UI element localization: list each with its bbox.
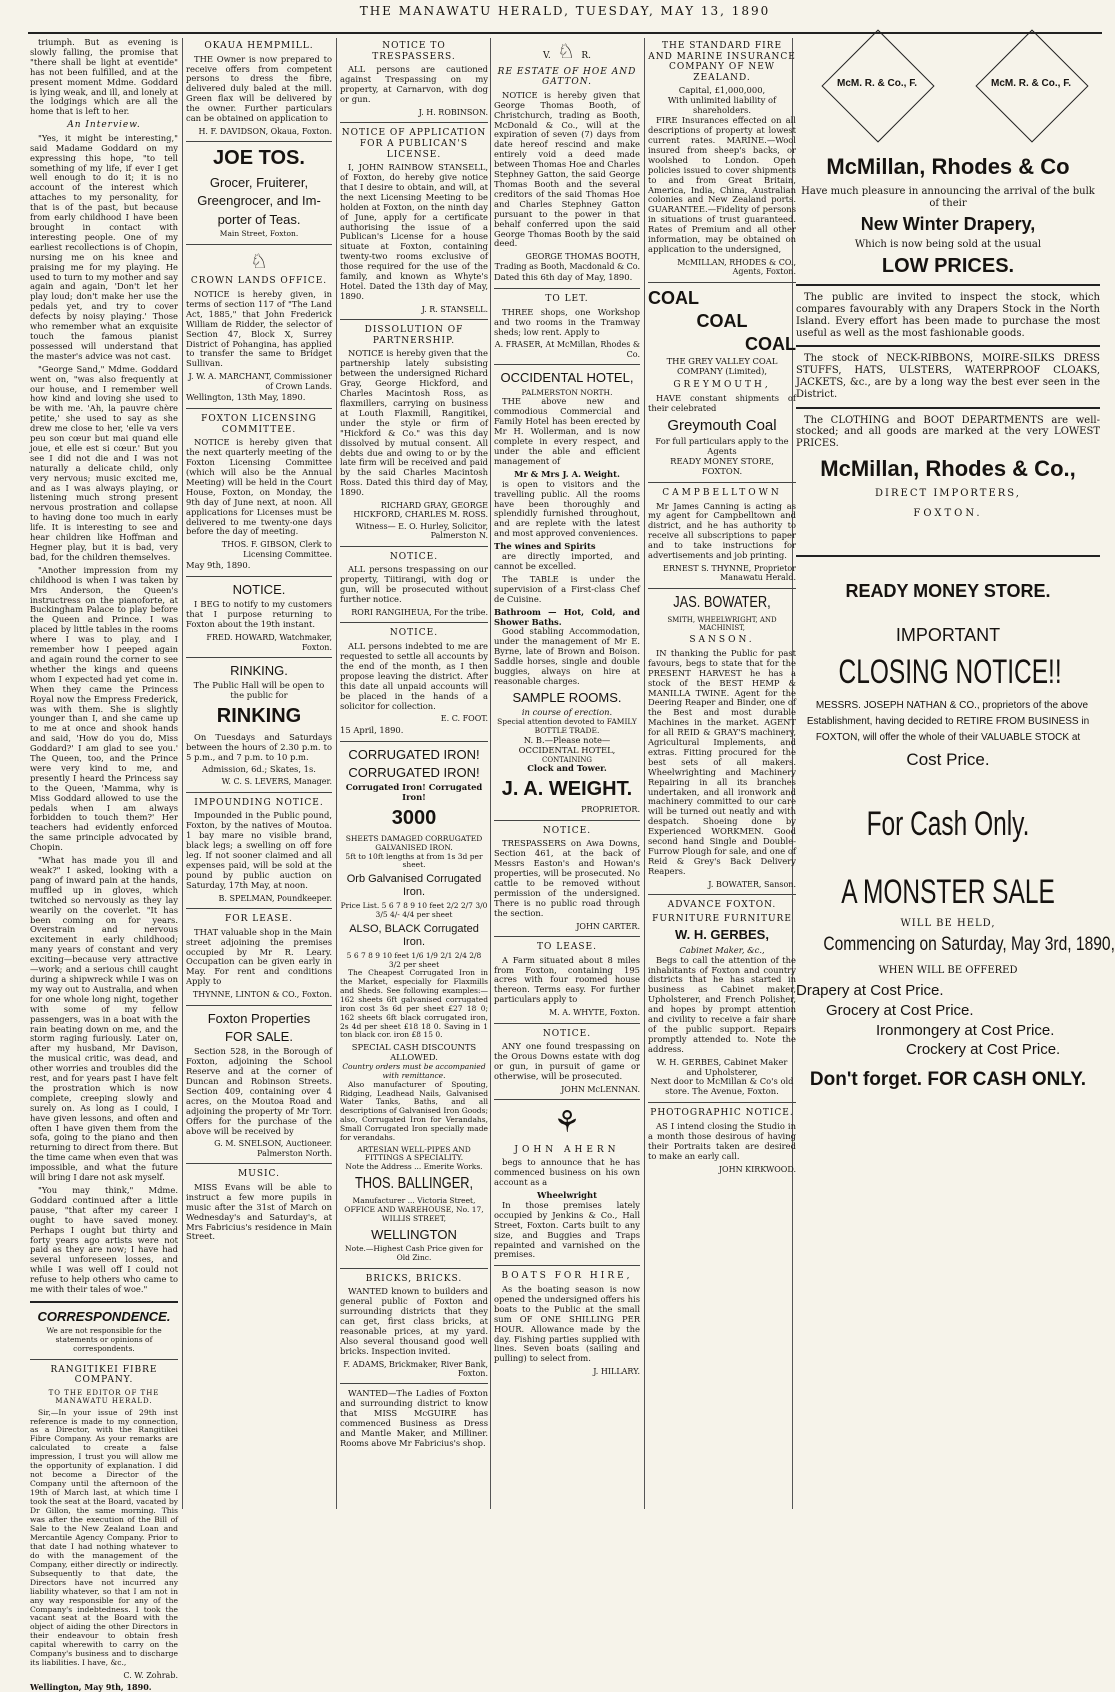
ad-heading-large: For Cash Only.	[866, 805, 1030, 844]
ad-heading: Don't forget. FOR CASH ONLY.	[809, 1069, 1087, 1091]
masthead	[28, 4, 1102, 30]
ad-heading: FURNITURE FURNITURE	[652, 913, 792, 924]
divider	[796, 284, 1100, 286]
ad-signature: J. H. ROBINSON.	[418, 107, 488, 117]
ad-heading: IMPOUNDING NOTICE.	[194, 797, 324, 808]
ad-heading: CROWN LANDS OFFICE.	[190, 276, 328, 287]
ad-body: MISS Evans will be able to instruct a few more pupils in music after the 31st of March on Wednesday's and Saturday's, at Mrs Fabricius's residence in Main Street.	[186, 1181, 332, 1242]
ad-heading: NOTICE.	[542, 1028, 592, 1039]
ad-body: Also manufacturer of Spouting, Ridging, Leadhead Nails, Galvanised Water Tanks, Baths, and all descriptions of Galvanised Iron Goods; also, Corrugated Iron for Verandahs, Small Corrugated Iron specially made for verandahs.	[340, 1079, 488, 1142]
ad-signature: H. F. DAVIDSON, Okaua, Foxton.	[198, 126, 332, 136]
ad-body: I BEG to notify to my customers that I purpose returning to Foxton about the 19th instant.	[186, 599, 332, 630]
ad-body: NOTICE is hereby given that the partnership lately subsisting between the undersigned Richard Gray, George Hickford, and Charles Macintosh Ross, as flaxmillers, carrying on business at Louth Flaxmill, Rangitikei, under the style or firm of "Hickford & Co." was this day dissolved by mutual consent. All debts due and owing to or by the late firm will be received and paid by the said Charles Macintosh Ross. Dated this third day of May, 1890.	[340, 348, 488, 498]
divider	[494, 1023, 640, 1024]
ad-heading-large: COAL	[745, 334, 796, 355]
ad-signature: JOHN CARTER.	[576, 921, 640, 931]
column-1	[30, 37, 178, 1692]
ad-line: FOXTON.	[913, 507, 983, 519]
ad-line: Note the Address ... Emerite Works.	[345, 1162, 483, 1172]
divider	[186, 1005, 332, 1006]
divider	[340, 122, 488, 123]
ad-body: The Cheapest Corrugated Iron in the Market, especially for Flaxmills and Sheds. See following examples:— 162 sheets 6ft galvanised corrugated iron cost 3s 6d per sheet £27 18 0; 162 sheets 6ft black corrugated iron, 2s 4d per sheet £18 18 0. Saving in 1 ton black cor. iron £8 15 0.	[340, 968, 488, 1040]
ad-heading-large: COAL	[696, 310, 748, 331]
ad-heading: TO LET.	[545, 294, 589, 305]
crest-icon: ♘	[557, 39, 576, 63]
ad-body: I, JOHN RAINBOW STANSELL, of Foxton, do hereby give notice that I desire to obtain, and will, at the next Licensing Meeting to be holden at Foxton, on the ninth day of June, apply for a certificate authorising the issue of a Publican's License for a house situate at Foxton, containing twenty-two rooms exclusive of those required for the use of the family, and known as Whyte's Hotel. Dated the 13th day of May, 1890.	[340, 162, 488, 301]
ad-signature: THYNNE, LINTON & CO., Foxton.	[192, 990, 332, 1000]
ad-heading: NOTICE TO TRESPASSERS.	[372, 41, 456, 62]
ad-heading: NOTICE.	[232, 582, 286, 598]
ad-body: Good stabling Accommodation, under the management of Mr E. Byrne, late of Brown and Boison. Saddle horses, single and double buggies, always on hire at reasonable charges.	[494, 626, 640, 686]
ad-signature: J. W. A. MARCHANT, Commissioner of Crown Lands.	[188, 372, 332, 391]
ad-witness: Witness— E. O. Hurley, Solicitor, Palmerston N.	[355, 521, 488, 541]
ad-heading: RE ESTATE OF HOE AND GATTON.	[497, 66, 637, 88]
divider	[796, 555, 1100, 557]
column-3	[340, 38, 488, 1509]
ad-line: Wheelwright	[537, 1190, 597, 1201]
divider	[796, 345, 1100, 347]
carriage-icon: ⚘	[553, 1105, 581, 1141]
ad-signature: W. H. GERBES, Cabinet Maker and Upholsterer,	[656, 1056, 788, 1077]
ad-signature: JOHN KIRKWOOD.	[718, 1164, 796, 1174]
ad-heading: MUSIC.	[238, 1169, 280, 1180]
divider	[340, 546, 488, 547]
diamond-logo-label: McM. R. & Co., F.	[837, 78, 917, 89]
ad-line: in course of erection.	[521, 707, 613, 718]
ad-line: ARTESIAN WELL-PIPES AND FITTINGS A SPECIALITY.	[357, 1144, 471, 1163]
divider	[340, 1383, 488, 1384]
ad-heading: IMPORTANT	[895, 624, 1001, 645]
ad-body: A Farm situated about 8 miles from Foxton, containing 195 acres with four roomed house thereon. Terms easy. For further particulars apply to	[494, 954, 640, 1005]
ad-signature: GEORGE THOMAS BOOTH, Trading as Booth, Macdonald & Co.	[494, 252, 640, 271]
disclaimer: We are not responsible for the statements or opinions of correspondents.	[46, 1326, 162, 1353]
ad-line: The Public Hall will be open to the public for	[193, 680, 325, 701]
ad-body: THE Owner is now prepared to receive offers from competent persons to dress the fibre, delivered duly baled at the mill. Green flax will be delivered by the owner. Further particulars can be obtained on application to	[186, 53, 332, 124]
ad-body: NOTICE is hereby given that George Thomas Booth, of Christchurch, trading as Booth, McDonald & Co., will at the expiration of seven (7) days from date hereof rescind and make entirely void a deed made between Thomas Hoe and Charles Stephney Gatton, the said George Thomas Booth and the several creditors of the said Thomas Hoe and Charles Stephney Gatton pursuant to the power in that behalf conferred upon the said George Thomas Booth by the said deed.	[494, 89, 640, 249]
divider	[186, 576, 332, 577]
crest-letter-v: V.	[542, 51, 551, 61]
ad-heading-large: CLOSING NOTICE!!	[838, 652, 1062, 691]
ad-heading: New Winter Drapery,	[860, 213, 1036, 234]
letter-heading: RANGITIKEI FIBRE COMPANY.	[50, 1364, 158, 1386]
ad-signature: RICHARD GRAY, GEORGE HICKFORD, CHARLES M. ROSS.	[353, 501, 488, 520]
ad-signature: JOHN McLENNAN.	[561, 1084, 640, 1094]
divider	[340, 622, 488, 623]
ad-line: THE GREY VALLEY COAL COMPANY (Limited),	[666, 356, 778, 377]
ad-body: Section 528, in the Borough of Foxton, adjoining the School Reserve and at the corner of Duncan and Robinson Streets. Section 409, containing over 4 acres, on the Moutoa Road and adjoining the property of Mr Torr. Offers for the purchase of the above will be received by	[186, 1046, 332, 1136]
ad-body: FIRE Insurances effected on all descriptions of property at lowest current rates. MARINE.—Wool insured from sheep's backs, or woolshed to London. Open policies issued to cover shipments to and from Great Britain, America, India, China, Australian colonies and New Zealand ports. GUARANTEE.—Fidelity of persons in situations of trust guaranteed. Rates of Premium and all other information, may be obtained on application to the undersigned,	[648, 115, 796, 254]
ad-body: WANTED—The Ladies of Foxton and surrounding district to know that MISS McGUIRE has commenced Business as Dress and Mantle Maker, and Milliner. Rooms above Mr Fabricius's shop.	[340, 1388, 488, 1448]
letter-address: TO THE EDITOR OF THE MANAWATU HERALD.	[48, 1389, 160, 1406]
divider	[30, 1359, 178, 1360]
ad-line: The wines and Spirits	[494, 541, 596, 552]
divider	[186, 408, 332, 409]
divider	[494, 288, 640, 289]
ad-heading: LOW PRICES.	[881, 254, 1015, 277]
sale-line: Crockery at Cost Price.	[906, 1041, 1061, 1059]
ad-heading: CAMPBELLTOWN	[662, 487, 782, 498]
royal-crest-icon: ♘	[250, 248, 268, 273]
ad-signature: THOS. F. GIBSON, Clerk to Licensing Committee.	[221, 540, 332, 559]
ad-body: THAT valuable shop in the Main street adjoining the premises occupied by Mr R. Leary. Occupation can be given early in May. For rent and conditions Apply to	[186, 926, 332, 987]
article-subhead: An Interview.	[67, 120, 141, 131]
ad-heading: TO LEASE.	[537, 942, 597, 953]
masthead-title: THE MANAWATU HERALD, TUESDAY, MAY 13, 1890	[359, 4, 771, 18]
ad-line: With unlimited liability of shareholders.	[667, 95, 777, 116]
column-divider	[644, 38, 645, 1509]
ad-signature: J. BOWATER, Sanson.	[708, 879, 796, 889]
divider	[648, 894, 796, 895]
ad-heading-large: THOS. BALLINGER,	[354, 1175, 474, 1193]
ad-heading-large: COAL	[648, 287, 699, 308]
ad-line: Clock and Tower.	[527, 762, 607, 773]
ad-title: McMillan, Rhodes & Co	[826, 154, 1070, 179]
royal-crest	[494, 40, 640, 64]
column-4	[494, 38, 640, 1509]
divider	[648, 282, 796, 283]
letter-signature: C. W. Zohrab.	[123, 1671, 178, 1681]
ad-heading: PHOTOGRAPHIC NOTICE.	[650, 1108, 794, 1119]
ad-date: Dated this 6th day of May, 1890.	[494, 272, 633, 283]
letter-date: Wellington, May 9th, 1890.	[30, 1681, 152, 1692]
price-list: Price List. 5 6 7 8 9 10 feet 2/2 2/7 3/0 3/5 4/- 4/4 per sheet	[340, 901, 488, 919]
ad-body: begs to announce that he has commenced business on his own account as a	[494, 1157, 640, 1188]
sale-line: Grocery at Cost Price.	[826, 1002, 974, 1020]
ad-heading: OCCIDENTAL HOTEL,	[500, 370, 634, 386]
ad-body: On Tuesdays and Saturdays between the hours of 2.30 p.m. to 5 p.m., and 7 p.m. to 10 p.m.	[186, 731, 332, 762]
ad-heading: NOTICE.	[542, 825, 592, 836]
ad-heading: THE STANDARD FIRE AND MARINE INSURANCE COMPANY OF NEW ZEALAND.	[648, 41, 796, 83]
ad-heading: Cost Price.	[906, 750, 990, 770]
ad-body: The TABLE is under the supervision of a First-class Chef de Cuisine.	[494, 573, 640, 604]
ad-body: THREE shops, one Workshop and two rooms in the Tramway sheds; low rent. Apply to	[494, 306, 640, 337]
ad-body: In those premises lately occupied by Jenkins & Co., Hall Street, Foxton. Carts built to any size, and Buggies and Traps repainted and varnished on the premises.	[494, 1199, 640, 1260]
ad-line: SHEETS DAMAGED CORRUGATED GALVANISED IRON.	[345, 833, 483, 852]
diamond-logo-label: McM. R. & Co., F.	[991, 78, 1071, 89]
sale-line: Ironmongery at Cost Price.	[876, 1021, 1055, 1039]
ad-line: Capital, £1,000,000,	[678, 85, 766, 96]
ad-body: NOTICE is hereby given, in terms of section 117 of "The Land Act, 1885," that John Frederick William de Ridder, the selector of Section 47, Block X, Surrey District of Pohangina, has applied to transfer the same to Bridget Sullivan.	[186, 289, 332, 369]
ad-signature: M. A. WHYTE, Foxton.	[548, 1008, 640, 1018]
price-list: 5 6 7 8 9 10 feet 1/6 1/9 2/1 2/4 2/8 3/2 per sheet	[346, 950, 482, 969]
ad-line: DIRECT IMPORTERS,	[875, 487, 1021, 499]
ad-signature: G. M. SNELSON, Auctioneer. Palmerston North.	[214, 1139, 332, 1158]
ad-number: 3000	[391, 807, 437, 830]
ad-line: READY MONEY STORE,	[670, 456, 774, 467]
ad-heading: Foxton Properties	[207, 1010, 311, 1026]
ad-body: ANY one found trespassing on the Orous Downs estate with dog or gun, in pursuit of game or otherwise, will be prosecuted.	[494, 1041, 640, 1081]
ad-date: Wellington, 13th May, 1890.	[186, 392, 306, 403]
ad-line: N. B.—Please note—	[523, 734, 611, 745]
ad-line: Manufacturer ... Victoria Street, OFFICE AND WAREHOUSE, No. 17, WILLIS STREET,	[344, 1196, 484, 1223]
ad-subheading: ALSO, BLACK Corrugated Iron.	[349, 922, 479, 948]
ad-heading: CORRUGATED IRON!	[348, 765, 480, 781]
ad-body: WANTED known to builders and general public of Foxton and surrounding districts that they can get, first class bricks, at reasonable prices, at my yard. Also several thousand good well bricks. Inspection invited.	[340, 1286, 488, 1356]
ad-date: May 9th, 1890.	[186, 560, 251, 571]
article-paragraph: "Another impression from my childhood is when I was taken by Mrs Anderson, the Queen's instructress on the pianoforte, at Buckingham Palace to play before the Queen and Prince. I was placed by little tables in the rooms where I was to play, and I remember how I peeped again and again round the corner to see whether the kings and queens whom I expected had yet come in. When they came the Princess Royal now the Empress Frederick, was with them. She is slightly younger than I, and she came up to me at once and shook hands and said, 'How do you do, Miss Goddard?' I am glad to see you.' The Queen, too, and the Prince were very kind to me, and presently I heard the Princess say to the Queen, 'Mamma, why is Miss Goddard allowed to use the pedals when I am always forbidden to touch them?' Her teachers had evidently enforced the same principle advocated by Chopin.	[30, 564, 178, 853]
ad-body: are directly imported, and cannot be excelled.	[494, 551, 640, 571]
ad-heading: NOTICE.	[389, 551, 439, 562]
ad-subheading: SAMPLE ROOMS.	[512, 689, 622, 705]
section-heading: CORRESPONDENCE.	[37, 1308, 171, 1324]
ad-line: Cabinet Maker, &c.,	[679, 944, 765, 955]
ad-line: SMITH, WHEELWRIGHT, AND MACHINIST,	[667, 615, 777, 633]
ad-line: FOXTON.	[701, 466, 743, 477]
ad-body: IN thanking the Public for past favours, begs to state that for the PRESENT HARVEST he has a stock of the BEST HEMP & MANILLA TWINE. Agent for the Deering Reaper and Binder, one of the Best and most durable Machines in the market. AGENT for all REID & GRAY'S machinery, Agricultural Implements, and extras. Fitting procured for the best sets of all makers. Wheelwrighting and Machinery Repairing in all its branches undertaken, and all ironwork and machinery committed to our care will be turned out neatly and with despatch. Shoeing done by Experienced WORKMEN. Good second hand Single and Double-Furrow Plough for sale, and one of Reid & Grey's Back Delivery Reapers.	[648, 647, 796, 876]
ad-heading: ADVANCE FOXTON.	[667, 900, 777, 911]
ad-body: THE above new and commodious Commercial and Family Hotel has been erected by Mr H. Wollerman, and is now complete in every respect, and under the able and efficient management of	[494, 396, 640, 466]
divider	[30, 1301, 178, 1303]
divider	[648, 1102, 796, 1103]
ad-body: The CLOTHING and BOOT DEPARTMENTS are well-stocked; and all goods are marked at the very LOWEST PRICES.	[796, 414, 1100, 450]
ad-subheading: Corrugated Iron! Corrugated Iron!	[345, 782, 483, 803]
ad-title: McMillan, Rhodes & Co.,	[820, 455, 1076, 481]
ad-signature: B. SPELMAN, Poundkeeper.	[218, 893, 332, 903]
divider	[648, 588, 796, 589]
column-6	[796, 38, 1115, 1509]
ad-heading: FOXTON LICENSING COMMITTEE.	[201, 414, 317, 435]
ad-heading-large: RINKING	[216, 705, 302, 728]
ad-line: GREYMOUTH,	[673, 380, 771, 391]
ad-heading: READY MONEY STORE.	[845, 581, 1051, 602]
divider	[186, 141, 332, 142]
ad-body: NOTICE is hereby given that the next quarterly meeting of the Foxton Licensing Committee (which will also be the Annual Meeting) will be held in the Court House, Foxton, on Monday, the 9th day of June next, at noon. All applications for Licenses must be delivered to me twenty-one days before the day of meeting.	[186, 437, 332, 537]
ad-heading-large: JAS. BOWATER,	[673, 593, 771, 611]
ad-signature: RORI RANGIHEUA, For the tribe.	[351, 608, 488, 618]
divider	[340, 1268, 488, 1269]
ad-line: OCCIDENTAL HOTEL,	[518, 744, 616, 755]
divider	[186, 657, 332, 658]
ad-line: WILL BE HELD,	[900, 918, 996, 930]
diamond-logos	[796, 38, 1100, 148]
divider	[186, 1163, 332, 1164]
article-paragraph: "You may think," Mdme. Goddard continued after a little pause, "that after my career I ought to have saved money. Perhaps I ought but thirty and forty years ago artists were not paid as they are now; I have had several unforeseen losses, and while I was well off I could not refuse to help others who came to me with their tales of woe."	[30, 1185, 178, 1295]
column-5	[648, 38, 796, 1509]
ad-signature: F. ADAMS, Brickmaker, River Bank, Foxton.	[343, 1359, 488, 1378]
divider	[494, 820, 640, 821]
ad-address: Main Street, Foxton.	[219, 228, 299, 238]
ad-line: Next door to McMillan & Co's old store. The Avenue, Foxton.	[650, 1076, 794, 1097]
ad-body: is open to visitors and the travelling public. All the rooms have been thoroughly and splendidly furnished throughout, and are replete with the latest and most approved conveniences.	[494, 478, 640, 539]
ad-heading: OKAUA HEMPMILL.	[204, 41, 314, 51]
ad-heading: RINKING.	[230, 663, 288, 679]
ad-line: Greengrocer, and Im-	[197, 193, 321, 209]
ad-heading: NOTICE.	[389, 628, 439, 639]
crest-letter-r: R.	[581, 51, 592, 61]
ad-line: porter of Teas.	[217, 211, 301, 227]
ad-line: WELLINGTON	[371, 1226, 457, 1242]
divider	[340, 741, 488, 742]
ad-signature: J. R. STANSELL.	[421, 304, 488, 314]
ad-heading: Commencing on Saturday, May 3rd, 1890,	[823, 934, 1115, 956]
ad-signature: W. C. S. LEVERS, Manager.	[221, 777, 332, 787]
ad-line: SPECIAL CASH DISCOUNTS ALLOWED.	[351, 1042, 477, 1063]
ad-body: The public are invited to inspect the stock, which compares favourably with any Drapers Stock in the North Island. Every effort has been made to purchase the most useful as well as the most fashionable goods.	[796, 292, 1100, 339]
ad-heading-large: W. H. GERBES,	[675, 927, 769, 943]
divider	[340, 319, 488, 320]
ad-body: Impounded in the Public pound, Foxton, by the natives of Moutoa. 1 bay mare no visible brand, black legs; a swelling on off fore leg. If not sooner claimed and all expenses paid, will be sold at the pound by public auction on Saturday, 17th May, at noon.	[186, 810, 332, 890]
ad-heading-large: A MONSTER SALE	[841, 873, 1055, 912]
ad-line: Have much pleasure in announcing the arrival of the bulk of their	[801, 185, 1095, 209]
letter-body: Sir,—In your issue of 29th inst reference is made to my connection, as a Director, with the Rangitikei Fibre Company. As your remarks are calculated to create a false impression, I trust you will allow me the opportunity of explanation. I did not become a Director of the Company until the afternoon of the 19th of March last, at which time I took the seat at the Board, vacated by Dr Gillon, the same morning. This was after the execution of the Bill of Sale to the New Zealand Loan and Mercantile Agency Company. Prior to that date I had nothing whatever to do with the management of the Company, either directly or indirectly. Subsequently to that date, the Directors have not incurred any liability whatever, so that I am not in any way responsible for any of the Company's indebtedness. I took the vacant seat at the Board with the object of aiding the other Directors in their endeavour to obtain fresh capital wherewith to carry on the Company's business and to discharge its liabilities. I have, &c.,	[30, 1407, 178, 1668]
ad-heading: JOHN AHERN	[514, 1144, 620, 1155]
ad-heading: CORRUGATED IRON!	[348, 746, 480, 762]
divider	[494, 1265, 640, 1266]
ad-line: Admission, 6d.; Skates, 1s.	[202, 764, 316, 775]
ad-body: Mr James Canning is acting as my agent for Campbelltown and district, and he has authority to receive all subscriptions to paper and to take instructions for advertisements and job printing.	[648, 500, 796, 561]
column-2	[186, 38, 332, 1509]
divider	[796, 407, 1100, 409]
ad-line: Note.—Highest Cash Price given for Old Zinc.	[345, 1243, 483, 1262]
ad-signature: ERNEST S. THYNNE, Proprietor Manawatu Herald.	[663, 564, 796, 583]
ad-line: PROPRIETOR.	[581, 805, 640, 815]
ad-heading: FOR LEASE.	[225, 914, 293, 925]
ad-body: The stock of NECK-RIBBONS, MOIRE-SILKS DRESS STUFFS, HATS, ULSTERS, WATERPROOF CLOAKS, JACKETS, &c., are by a long way the best ever seen in the District.	[796, 353, 1100, 400]
ad-line: Grocer, Fruiterer,	[209, 174, 309, 190]
ad-body: ALL persons indebted to me are requested to settle all accounts by the end of the month, as I then propose leaving the district. After this date all unpaid accounts will be placed in the hands of a solicitor for collection.	[340, 641, 488, 711]
ad-heading-large: J. A. WEIGHT.	[501, 777, 633, 800]
ad-line: WHEN WILL BE OFFERED	[878, 964, 1018, 976]
ad-line: Special attention devoted to FAMILY BOTTLE TRADE.	[497, 717, 637, 735]
ad-heading-large: Greymouth Coal	[667, 416, 777, 434]
article-paragraph: "What has made you ill and weak?" I asked, looking with a pang of inward pain at the hands, muffled up in gloves, which twitched so nervously as they lay wearily on the coverlet. "It has been coming on for years. Overstrain and nervous excitement in early childhood; many years of constant and very exciting—because very attractive—work; and a serious chill caught during a shipwreck while I was on my way out to Australia, and when for one whole long night, together with some of my fellow passengers, was in a boat with the rain beating down on me, and the storm raging furiously. Later on, after my husband, Mr Davison, the musical critic, was dead, and other worries and troubles did the rest, and for years past I have felt the prostration which is now complete, creeping slowly and surely on. As long as I could, I have given lessons, and often and often I have given them from the sofa, going to the piano and then returning to direct from there. But the time came when even that was impossible, and what the future will bring I dare not ask myself.	[30, 855, 178, 1183]
ad-heading: BOATS FOR HIRE,	[501, 1271, 633, 1282]
ad-signature: E. C. FOOT.	[440, 714, 488, 724]
column-divider	[182, 38, 183, 1509]
ad-line: PALMERSTON NORTH.	[521, 387, 613, 397]
divider	[494, 1099, 640, 1100]
ad-body: TRESPASSERS on Awa Downs, Section 461, at the back of Messrs Easton's and Howan's properties, will be prosecuted. No cattle to be removed without permission of the undersigned. There is no public road through the section.	[494, 838, 640, 918]
ad-body: As the boating season is now opened the undersigned offers his boats to the Public at the small sum OF ONE SHILLING PER HOUR. Allowance made by the day. Fishing parties supplied with lines. Seven boats (sailing and pulling) to select from.	[494, 1283, 640, 1364]
divider	[494, 364, 640, 365]
divider	[186, 792, 332, 793]
ad-heading: BRICKS, BRICKS.	[365, 1273, 463, 1284]
ad-line: Mr & Mrs J. A. Weight.	[514, 468, 620, 479]
ad-body: ALL persons are cautioned against Trespassing on my property, at Carnarvon, with dog or gun.	[340, 64, 488, 104]
divider	[648, 482, 796, 483]
divider	[494, 936, 640, 937]
ad-body: MESSRS. JOSEPH NATHAN & CO., proprietors of the above Establishment, having decided to RETIRE FROM BUSINESS in FOXTON, will offer the whole of their VALUABLE STOCK at	[806, 700, 1090, 744]
ad-line: 5ft to 10ft lengths at from 1s 3d per sheet.	[345, 851, 483, 870]
ad-heading: NOTICE OF APPLICATION FOR A PUBLICAN'S LICENSE.	[341, 128, 487, 160]
ad-signature: FRED. HOWARD, Watchmaker, Foxton.	[206, 633, 332, 652]
ad-heading: DISSOLUTION OF PARTNERSHIP.	[364, 325, 464, 346]
article-paragraph: "Yes, it might be interesting," said Madame Goddard on my expressing this hope, "to tell something of my life, if ever I get well enough to do it; it is no account of the interest which attaches to my personality, for that is of the past, but because from early childhood I have been brought in contact with interesting people. One of my earliest recollections is of Chopin, nursing me on his knee and praising me for my playing. He used to turn to my mother and say again and again, 'Don't let her play loud; don't make her use the pedals yet, and try to cover defects by noisy playing.' Those who remember what an exquisite touch the famous pianist possessed will understand that the master's advice was not cast.	[30, 132, 178, 361]
masthead-rule	[28, 32, 1102, 34]
ad-signature: McMILLAN, RHODES & CO., Agents, Foxton.	[677, 257, 796, 277]
ad-subheading: Orb Galvanised Corrugated Iron.	[346, 873, 482, 899]
ad-body: AS I intend closing the Studio in a month those desirous of having their Portraits taken are desired to make an early call.	[648, 1120, 796, 1161]
ad-line: CONTAINING	[542, 755, 592, 764]
article-paragraph: "George Sand," Mdme. Goddard went on, "was also frequently at our house, and I remember well how kind and loving she used to be with me. 'Ah, la pauvre chère petite,' she used to say as she drew me close to her, 'elle va vers peu son cœur but mai quand elle joue, et elle est si cœur.' But you see I did not die and I was not naturally a delicate child, only very nervous; music excited me, and as I was always playing, or listening much strong present nervous prostration and collapse to having done too much in early life. It is interesting to see and hear children like Hoffman and Hegner play, but it is bad, very bad, for the children themselves.	[30, 363, 178, 562]
ad-heading-large: JOE TOS.	[213, 147, 305, 170]
ad-body: HAVE constant shipments of their celebrated	[648, 392, 796, 413]
divider	[186, 244, 332, 245]
ad-subheading: FOR SALE.	[225, 1028, 293, 1044]
ad-line: Country orders must be accompanied with remittance.	[342, 1062, 486, 1080]
divider	[186, 908, 332, 909]
ad-date: 15 April, 1890.	[340, 724, 404, 735]
ad-signature: A. FRASER, At McMillan, Rhodes & Co.	[494, 340, 640, 359]
ad-line: Bathroom — Hot, Cold, and Shower Baths.	[494, 606, 640, 627]
article-paragraph: triumph. But as evening is slowly falling, the promise that "there shall be light at eventide" has not been fulfilled, and at the present moment Mdme. Goddard is lying weak, and ill, and lonely at the lodgings which are all the home that is left to her.	[30, 37, 178, 117]
column-divider	[490, 38, 491, 1509]
sale-line: Drapery at Cost Price.	[796, 982, 944, 1000]
ad-line: For full particulars apply to the Agents	[655, 436, 789, 457]
ad-line: SANSON.	[689, 635, 755, 646]
ad-signature: J. HILLARY.	[593, 1367, 640, 1377]
ad-body: Begs to call the attention of the inhabitants of Foxton and country districts that he has started in business as Cabinet maker, Upholsterer, and French Polisher, and hopes by prompt attention and civility to receive a fair share of the public support. Repairs promptly attended to. Note the address.	[648, 954, 796, 1054]
column-divider	[336, 38, 337, 1509]
ad-body: ALL persons trespassing on our property, Tiitirangi, with dog or gun, will be prosecuted without further notice.	[340, 564, 488, 605]
ad-line: Which is now being sold at the usual	[854, 238, 1042, 250]
